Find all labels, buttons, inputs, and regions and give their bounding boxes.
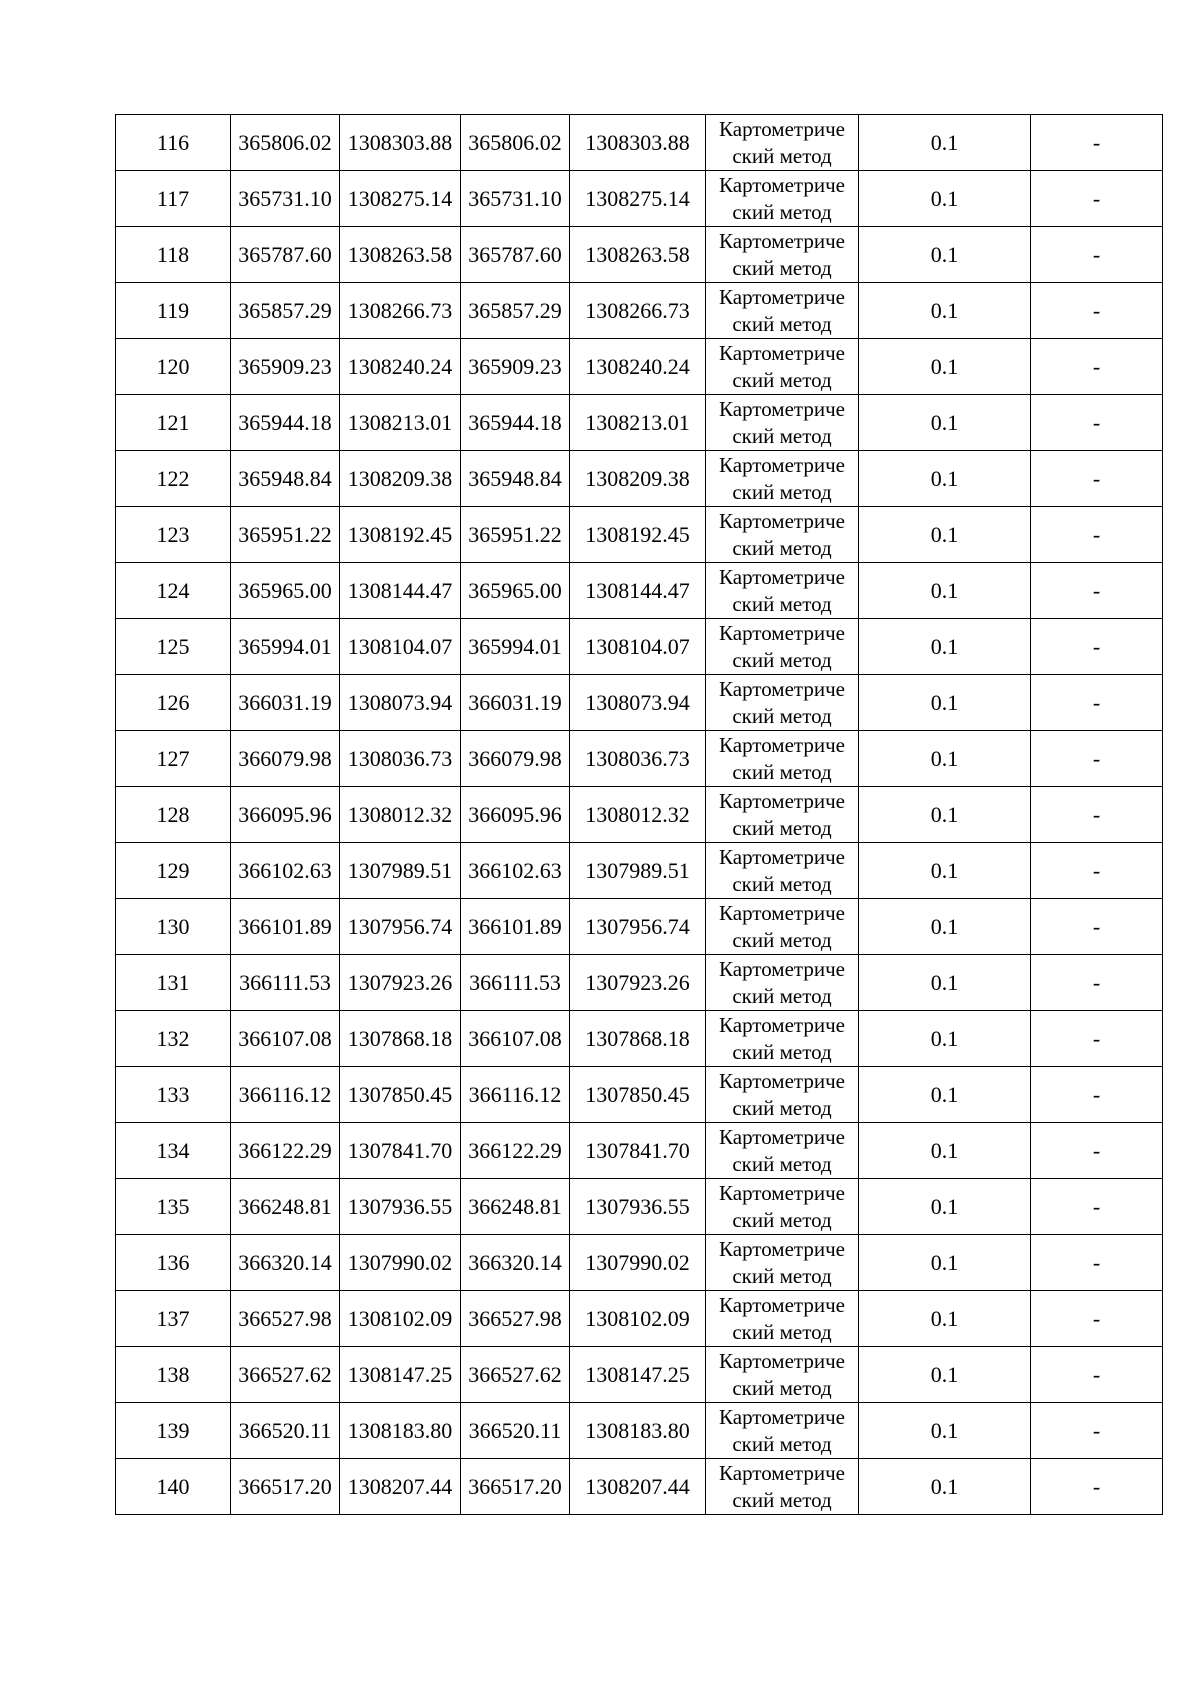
point-number-cell: 129 xyxy=(116,843,231,899)
x-refined-cell: 366122.29 xyxy=(461,1123,570,1179)
x-refined-cell: 366116.12 xyxy=(461,1067,570,1123)
method-line-2: ский метод xyxy=(732,423,832,448)
method-line-2: ский метод xyxy=(732,1487,832,1512)
x-existing-cell: 366122.29 xyxy=(231,1123,340,1179)
y-refined-cell: 1308012.32 xyxy=(570,787,706,843)
x-existing-cell: 366111.53 xyxy=(231,955,340,1011)
x-existing-cell: 366527.62 xyxy=(231,1347,340,1403)
x-existing-cell: 365787.60 xyxy=(231,227,340,283)
y-refined-cell: 1308209.38 xyxy=(570,451,706,507)
point-number-cell: 122 xyxy=(116,451,231,507)
y-existing-cell: 1308240.24 xyxy=(340,339,461,395)
x-refined-cell: 365944.18 xyxy=(461,395,570,451)
table-row xyxy=(116,1011,1163,1067)
point-number-cell: 125 xyxy=(116,619,231,675)
y-refined-cell: 1307850.45 xyxy=(570,1067,706,1123)
point-number-cell: 116 xyxy=(116,115,231,171)
method-line-2: ский метод xyxy=(732,143,832,168)
method-line-2: ский метод xyxy=(732,1319,832,1344)
y-refined-cell: 1308263.58 xyxy=(570,227,706,283)
method-line-1: Картометриче xyxy=(719,452,845,477)
method-line-2: ский метод xyxy=(732,255,832,280)
accuracy-cell: 0.1 xyxy=(859,451,1031,507)
x-existing-cell: 365857.29 xyxy=(231,283,340,339)
method-line-2: ский метод xyxy=(732,815,832,840)
accuracy-cell: 0.1 xyxy=(859,1123,1031,1179)
y-existing-cell: 1307868.18 xyxy=(340,1011,461,1067)
x-existing-cell: 366248.81 xyxy=(231,1179,340,1235)
method-cell xyxy=(706,1235,859,1291)
x-refined-cell: 365965.00 xyxy=(461,563,570,619)
method-line-1: Картометриче xyxy=(719,1068,845,1093)
x-refined-cell: 366527.62 xyxy=(461,1347,570,1403)
accuracy-cell: 0.1 xyxy=(859,899,1031,955)
x-existing-cell: 366116.12 xyxy=(231,1067,340,1123)
accuracy-cell: 0.1 xyxy=(859,227,1031,283)
y-refined-cell: 1308192.45 xyxy=(570,507,706,563)
y-existing-cell: 1307990.02 xyxy=(340,1235,461,1291)
method-line-2: ский метод xyxy=(732,591,832,616)
accuracy-cell: 0.1 xyxy=(859,1011,1031,1067)
method-line-1: Картометриче xyxy=(719,844,845,869)
method-line-2: ский метод xyxy=(732,983,832,1008)
method-cell xyxy=(706,787,859,843)
method-line-1: Картометриче xyxy=(719,1124,845,1149)
method-line-1: Картометриче xyxy=(719,228,845,253)
table-body xyxy=(116,115,1163,1515)
method-cell xyxy=(706,1291,859,1347)
method-cell xyxy=(706,1011,859,1067)
note-cell: - xyxy=(1031,1011,1163,1067)
y-existing-cell: 1308303.88 xyxy=(340,115,461,171)
accuracy-cell: 0.1 xyxy=(859,507,1031,563)
method-line-2: ский метод xyxy=(732,1039,832,1064)
method-line-1: Картометриче xyxy=(719,1236,845,1261)
y-existing-cell: 1308209.38 xyxy=(340,451,461,507)
table-row xyxy=(116,675,1163,731)
y-existing-cell: 1308192.45 xyxy=(340,507,461,563)
method-line-1: Картометриче xyxy=(719,116,845,141)
y-refined-cell: 1308303.88 xyxy=(570,115,706,171)
point-number-cell: 140 xyxy=(116,1459,231,1515)
method-cell xyxy=(706,1459,859,1515)
accuracy-cell: 0.1 xyxy=(859,339,1031,395)
point-number-cell: 136 xyxy=(116,1235,231,1291)
note-cell: - xyxy=(1031,619,1163,675)
note-cell: - xyxy=(1031,1403,1163,1459)
coordinates-table xyxy=(115,114,1163,1515)
accuracy-cell: 0.1 xyxy=(859,283,1031,339)
y-refined-cell: 1307990.02 xyxy=(570,1235,706,1291)
y-refined-cell: 1308183.80 xyxy=(570,1403,706,1459)
method-cell xyxy=(706,395,859,451)
x-existing-cell: 365806.02 xyxy=(231,115,340,171)
x-refined-cell: 365948.84 xyxy=(461,451,570,507)
table-row xyxy=(116,283,1163,339)
method-line-2: ский метод xyxy=(732,703,832,728)
method-cell xyxy=(706,1179,859,1235)
x-refined-cell: 366031.19 xyxy=(461,675,570,731)
method-line-1: Картометриче xyxy=(719,788,845,813)
x-refined-cell: 366079.98 xyxy=(461,731,570,787)
y-refined-cell: 1308240.24 xyxy=(570,339,706,395)
accuracy-cell: 0.1 xyxy=(859,1235,1031,1291)
method-line-1: Картометриче xyxy=(719,956,845,981)
method-line-2: ский метод xyxy=(732,871,832,896)
accuracy-cell: 0.1 xyxy=(859,1347,1031,1403)
table-row xyxy=(116,507,1163,563)
y-refined-cell: 1307956.74 xyxy=(570,899,706,955)
x-refined-cell: 365951.22 xyxy=(461,507,570,563)
note-cell: - xyxy=(1031,395,1163,451)
y-refined-cell: 1307989.51 xyxy=(570,843,706,899)
point-number-cell: 135 xyxy=(116,1179,231,1235)
note-cell: - xyxy=(1031,731,1163,787)
method-line-1: Картометриче xyxy=(719,1180,845,1205)
y-existing-cell: 1308012.32 xyxy=(340,787,461,843)
note-cell: - xyxy=(1031,1067,1163,1123)
accuracy-cell: 0.1 xyxy=(859,1459,1031,1515)
table-row xyxy=(116,899,1163,955)
note-cell: - xyxy=(1031,1459,1163,1515)
method-cell xyxy=(706,731,859,787)
y-existing-cell: 1308073.94 xyxy=(340,675,461,731)
method-line-1: Картометриче xyxy=(719,172,845,197)
table-row xyxy=(116,1459,1163,1515)
method-line-2: ский метод xyxy=(732,535,832,560)
x-existing-cell: 365944.18 xyxy=(231,395,340,451)
method-line-2: ский метод xyxy=(732,199,832,224)
table-row xyxy=(116,843,1163,899)
method-cell xyxy=(706,171,859,227)
table-row xyxy=(116,1179,1163,1235)
y-refined-cell: 1308073.94 xyxy=(570,675,706,731)
accuracy-cell: 0.1 xyxy=(859,787,1031,843)
accuracy-cell: 0.1 xyxy=(859,843,1031,899)
y-refined-cell: 1308144.47 xyxy=(570,563,706,619)
accuracy-cell: 0.1 xyxy=(859,1291,1031,1347)
y-existing-cell: 1308183.80 xyxy=(340,1403,461,1459)
x-existing-cell: 366079.98 xyxy=(231,731,340,787)
point-number-cell: 121 xyxy=(116,395,231,451)
accuracy-cell: 0.1 xyxy=(859,619,1031,675)
x-refined-cell: 366111.53 xyxy=(461,955,570,1011)
y-existing-cell: 1308104.07 xyxy=(340,619,461,675)
y-refined-cell: 1308266.73 xyxy=(570,283,706,339)
y-refined-cell: 1308102.09 xyxy=(570,1291,706,1347)
method-cell xyxy=(706,843,859,899)
table-row xyxy=(116,955,1163,1011)
note-cell: - xyxy=(1031,115,1163,171)
x-existing-cell: 366095.96 xyxy=(231,787,340,843)
x-refined-cell: 366095.96 xyxy=(461,787,570,843)
accuracy-cell: 0.1 xyxy=(859,395,1031,451)
x-existing-cell: 365994.01 xyxy=(231,619,340,675)
table-row xyxy=(116,619,1163,675)
y-refined-cell: 1308104.07 xyxy=(570,619,706,675)
point-number-cell: 132 xyxy=(116,1011,231,1067)
point-number-cell: 137 xyxy=(116,1291,231,1347)
table-row xyxy=(116,731,1163,787)
method-line-1: Картометриче xyxy=(719,564,845,589)
point-number-cell: 138 xyxy=(116,1347,231,1403)
point-number-cell: 118 xyxy=(116,227,231,283)
x-refined-cell: 366102.63 xyxy=(461,843,570,899)
method-line-2: ский метод xyxy=(732,367,832,392)
y-existing-cell: 1307841.70 xyxy=(340,1123,461,1179)
method-cell xyxy=(706,1067,859,1123)
y-existing-cell: 1308144.47 xyxy=(340,563,461,619)
method-cell xyxy=(706,563,859,619)
point-number-cell: 139 xyxy=(116,1403,231,1459)
method-line-1: Картометриче xyxy=(719,732,845,757)
accuracy-cell: 0.1 xyxy=(859,1067,1031,1123)
accuracy-cell: 0.1 xyxy=(859,563,1031,619)
point-number-cell: 131 xyxy=(116,955,231,1011)
y-refined-cell: 1307936.55 xyxy=(570,1179,706,1235)
method-line-1: Картометриче xyxy=(719,1012,845,1037)
x-existing-cell: 365965.00 xyxy=(231,563,340,619)
method-cell xyxy=(706,451,859,507)
y-existing-cell: 1308102.09 xyxy=(340,1291,461,1347)
y-existing-cell: 1307936.55 xyxy=(340,1179,461,1235)
table-row xyxy=(116,451,1163,507)
table-row xyxy=(116,1291,1163,1347)
note-cell: - xyxy=(1031,1347,1163,1403)
x-refined-cell: 366107.08 xyxy=(461,1011,570,1067)
note-cell: - xyxy=(1031,1235,1163,1291)
y-existing-cell: 1307989.51 xyxy=(340,843,461,899)
y-existing-cell: 1307923.26 xyxy=(340,955,461,1011)
x-refined-cell: 366517.20 xyxy=(461,1459,570,1515)
method-line-2: ский метод xyxy=(732,1375,832,1400)
point-number-cell: 119 xyxy=(116,283,231,339)
method-line-1: Картометриче xyxy=(719,1404,845,1429)
x-refined-cell: 365994.01 xyxy=(461,619,570,675)
note-cell: - xyxy=(1031,843,1163,899)
method-line-1: Картометриче xyxy=(719,1292,845,1317)
table-row xyxy=(116,1347,1163,1403)
y-refined-cell: 1307923.26 xyxy=(570,955,706,1011)
x-existing-cell: 365731.10 xyxy=(231,171,340,227)
y-existing-cell: 1308263.58 xyxy=(340,227,461,283)
method-line-2: ский метод xyxy=(732,479,832,504)
method-line-1: Картометриче xyxy=(719,620,845,645)
x-existing-cell: 366320.14 xyxy=(231,1235,340,1291)
note-cell: - xyxy=(1031,283,1163,339)
method-line-2: ский метод xyxy=(732,1431,832,1456)
point-number-cell: 128 xyxy=(116,787,231,843)
y-existing-cell: 1308275.14 xyxy=(340,171,461,227)
table-row xyxy=(116,1067,1163,1123)
y-refined-cell: 1307841.70 xyxy=(570,1123,706,1179)
x-refined-cell: 366520.11 xyxy=(461,1403,570,1459)
method-cell xyxy=(706,899,859,955)
method-line-2: ский метод xyxy=(732,1263,832,1288)
method-cell xyxy=(706,955,859,1011)
x-existing-cell: 366107.08 xyxy=(231,1011,340,1067)
method-line-2: ский метод xyxy=(732,647,832,672)
method-line-1: Картометриче xyxy=(719,676,845,701)
y-refined-cell: 1307868.18 xyxy=(570,1011,706,1067)
y-existing-cell: 1308213.01 xyxy=(340,395,461,451)
point-number-cell: 117 xyxy=(116,171,231,227)
note-cell: - xyxy=(1031,563,1163,619)
method-cell xyxy=(706,619,859,675)
accuracy-cell: 0.1 xyxy=(859,675,1031,731)
x-existing-cell: 366102.63 xyxy=(231,843,340,899)
method-line-2: ский метод xyxy=(732,759,832,784)
note-cell: - xyxy=(1031,955,1163,1011)
table-row xyxy=(116,339,1163,395)
method-line-1: Картометриче xyxy=(719,1348,845,1373)
accuracy-cell: 0.1 xyxy=(859,115,1031,171)
method-line-1: Картометриче xyxy=(719,284,845,309)
table-row xyxy=(116,227,1163,283)
y-refined-cell: 1308036.73 xyxy=(570,731,706,787)
accuracy-cell: 0.1 xyxy=(859,1179,1031,1235)
method-cell xyxy=(706,115,859,171)
method-line-2: ский метод xyxy=(732,1095,832,1120)
accuracy-cell: 0.1 xyxy=(859,171,1031,227)
method-line-2: ский метод xyxy=(732,1207,832,1232)
x-refined-cell: 365857.29 xyxy=(461,283,570,339)
note-cell: - xyxy=(1031,899,1163,955)
x-refined-cell: 366527.98 xyxy=(461,1291,570,1347)
point-number-cell: 124 xyxy=(116,563,231,619)
y-refined-cell: 1308213.01 xyxy=(570,395,706,451)
x-existing-cell: 366527.98 xyxy=(231,1291,340,1347)
y-refined-cell: 1308275.14 xyxy=(570,171,706,227)
x-refined-cell: 366320.14 xyxy=(461,1235,570,1291)
point-number-cell: 126 xyxy=(116,675,231,731)
method-line-1: Картометриче xyxy=(719,396,845,421)
point-number-cell: 134 xyxy=(116,1123,231,1179)
y-existing-cell: 1308147.25 xyxy=(340,1347,461,1403)
table-row xyxy=(116,171,1163,227)
note-cell: - xyxy=(1031,339,1163,395)
table-row xyxy=(116,395,1163,451)
method-line-1: Картометриче xyxy=(719,900,845,925)
method-line-1: Картометриче xyxy=(719,508,845,533)
x-existing-cell: 366101.89 xyxy=(231,899,340,955)
x-existing-cell: 366031.19 xyxy=(231,675,340,731)
x-refined-cell: 365806.02 xyxy=(461,115,570,171)
x-refined-cell: 365731.10 xyxy=(461,171,570,227)
table-row xyxy=(116,563,1163,619)
note-cell: - xyxy=(1031,1179,1163,1235)
point-number-cell: 123 xyxy=(116,507,231,563)
point-number-cell: 130 xyxy=(116,899,231,955)
table-row xyxy=(116,1403,1163,1459)
point-number-cell: 133 xyxy=(116,1067,231,1123)
x-existing-cell: 366517.20 xyxy=(231,1459,340,1515)
y-existing-cell: 1307956.74 xyxy=(340,899,461,955)
note-cell: - xyxy=(1031,1291,1163,1347)
method-cell xyxy=(706,675,859,731)
point-number-cell: 120 xyxy=(116,339,231,395)
note-cell: - xyxy=(1031,1123,1163,1179)
method-cell xyxy=(706,507,859,563)
method-line-1: Картометриче xyxy=(719,340,845,365)
note-cell: - xyxy=(1031,675,1163,731)
x-refined-cell: 366248.81 xyxy=(461,1179,570,1235)
x-existing-cell: 366520.11 xyxy=(231,1403,340,1459)
note-cell: - xyxy=(1031,171,1163,227)
table-row xyxy=(116,787,1163,843)
method-line-2: ский метод xyxy=(732,1151,832,1176)
table-row xyxy=(116,1235,1163,1291)
method-line-2: ский метод xyxy=(732,311,832,336)
x-refined-cell: 365909.23 xyxy=(461,339,570,395)
table-row xyxy=(116,115,1163,171)
y-existing-cell: 1308036.73 xyxy=(340,731,461,787)
method-cell xyxy=(706,283,859,339)
method-cell xyxy=(706,1123,859,1179)
y-existing-cell: 1308207.44 xyxy=(340,1459,461,1515)
method-line-1: Картометриче xyxy=(719,1460,845,1485)
y-refined-cell: 1308207.44 xyxy=(570,1459,706,1515)
method-line-2: ский метод xyxy=(732,927,832,952)
note-cell: - xyxy=(1031,451,1163,507)
method-cell xyxy=(706,1403,859,1459)
accuracy-cell: 0.1 xyxy=(859,1403,1031,1459)
y-refined-cell: 1308147.25 xyxy=(570,1347,706,1403)
x-existing-cell: 365948.84 xyxy=(231,451,340,507)
method-cell xyxy=(706,227,859,283)
y-existing-cell: 1308266.73 xyxy=(340,283,461,339)
table-row xyxy=(116,1123,1163,1179)
x-existing-cell: 365951.22 xyxy=(231,507,340,563)
x-refined-cell: 366101.89 xyxy=(461,899,570,955)
note-cell: - xyxy=(1031,787,1163,843)
x-existing-cell: 365909.23 xyxy=(231,339,340,395)
accuracy-cell: 0.1 xyxy=(859,731,1031,787)
note-cell: - xyxy=(1031,227,1163,283)
method-cell xyxy=(706,339,859,395)
accuracy-cell: 0.1 xyxy=(859,955,1031,1011)
y-existing-cell: 1307850.45 xyxy=(340,1067,461,1123)
method-cell xyxy=(706,1347,859,1403)
point-number-cell: 127 xyxy=(116,731,231,787)
note-cell: - xyxy=(1031,507,1163,563)
x-refined-cell: 365787.60 xyxy=(461,227,570,283)
